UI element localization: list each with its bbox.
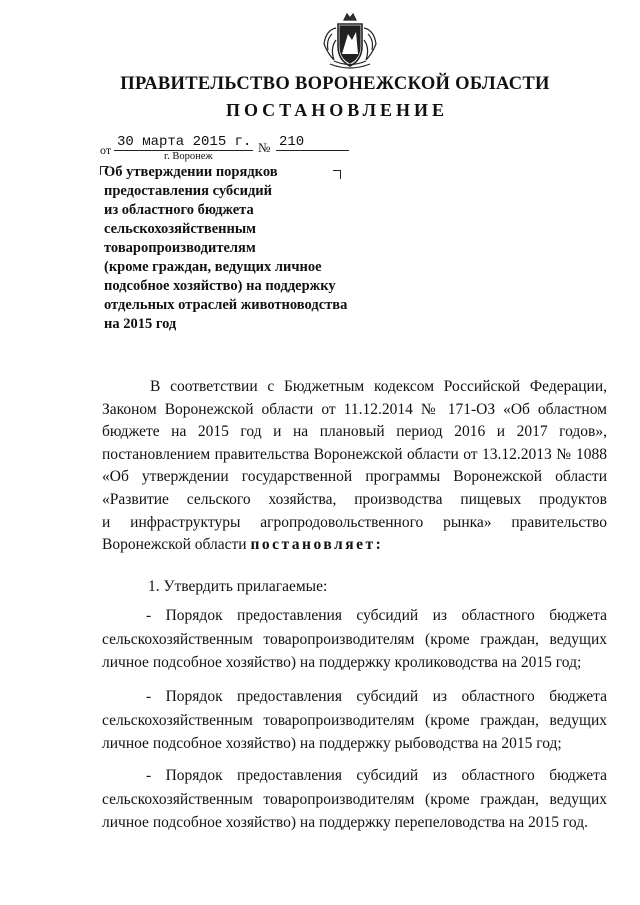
preamble-line-start: Воронежской области — [102, 536, 251, 554]
resolves-word: постановляет: — [250, 536, 384, 554]
document-date: 30 марта 2015 г. — [114, 134, 253, 151]
order-line: личное подсобное хозяйство) на поддержку перепеловодства на 2015 год. — [102, 814, 588, 831]
document-type-title: ПОСТАНОВЛЕНИЕ — [225, 100, 449, 120]
order-line: сельскохозяйственным товаропроизводителям (кроме граждан, ведущих — [102, 790, 607, 808]
date-prefix: от — [100, 143, 112, 157]
preamble-line: бюджете на 2015 год и на плановый период 2016 и 2017 годов», — [102, 423, 607, 441]
subject-line: из областного бюджета — [104, 202, 254, 218]
government-title: ПРАВИТЕЛЬСТВО ВОРОНЕЖСКОЙ ОБЛАСТИ — [120, 74, 550, 94]
subject-line: предоставления субсидий — [104, 183, 273, 199]
order-line: - Порядок предоставления субсидий из областного бюджета — [146, 607, 607, 624]
preamble-line: В соответствии с Бюджетным кодексом Российской Федерации, — [150, 378, 607, 395]
subject-line: подсобное хозяйство) на поддержку — [104, 278, 336, 294]
order-line: личное подсобное хозяйство) на поддержку рыбоводства на 2015 год; — [102, 735, 562, 752]
preamble-last-line — [102, 534, 607, 557]
order-line: личное подсобное хозяйство) на поддержку кролиководства на 2015 год; — [102, 654, 582, 671]
preamble-line: «Развитие сельского хозяйства, производства пищевых продуктов — [102, 490, 607, 508]
preamble-line: «Об утверждении государственной программы Воронежской области — [102, 468, 607, 486]
approved-order-1 — [102, 604, 607, 675]
document-number: 210 — [276, 134, 349, 151]
subject-line: Об утверждении порядков — [104, 164, 278, 180]
document-subject — [104, 163, 384, 334]
city-label: г. Воронеж — [164, 151, 213, 162]
approved-order-3 — [102, 764, 607, 835]
item-1: 1. Утвердить прилагаемые: — [148, 578, 328, 595]
coat-of-arms-icon — [318, 10, 382, 72]
preamble-line: постановлением правительства Воронежской области от 13.12.2013 № 1088 — [102, 445, 607, 463]
subject-line: отдельных отраслей животноводства — [104, 297, 348, 313]
order-line: - Порядок предоставления субсидий из областного бюджета — [146, 767, 607, 784]
preamble-paragraph — [102, 376, 607, 557]
order-line: сельскохозяйственным товаропроизводителям (кроме граждан, ведущих — [102, 711, 607, 729]
order-line: - Порядок предоставления субсидий из областного бюджета — [146, 688, 607, 705]
order-line: сельскохозяйственным товаропроизводителям (кроме граждан, ведущих — [102, 630, 607, 648]
subject-line: товаропроизводителям — [104, 240, 256, 256]
preamble-line: и инфраструктуры агропродовольственного рынка» правительство — [102, 513, 607, 531]
preamble-line: Законом Воронежской области от 11.12.2014 № 171-ОЗ «Об областном — [102, 400, 607, 418]
number-sign: № — [258, 140, 271, 155]
approved-order-2 — [102, 685, 607, 756]
subject-line: (кроме граждан, ведущих личное — [104, 259, 322, 275]
subject-line: сельскохозяйственным — [104, 221, 257, 237]
subject-line: на 2015 год — [104, 316, 177, 332]
